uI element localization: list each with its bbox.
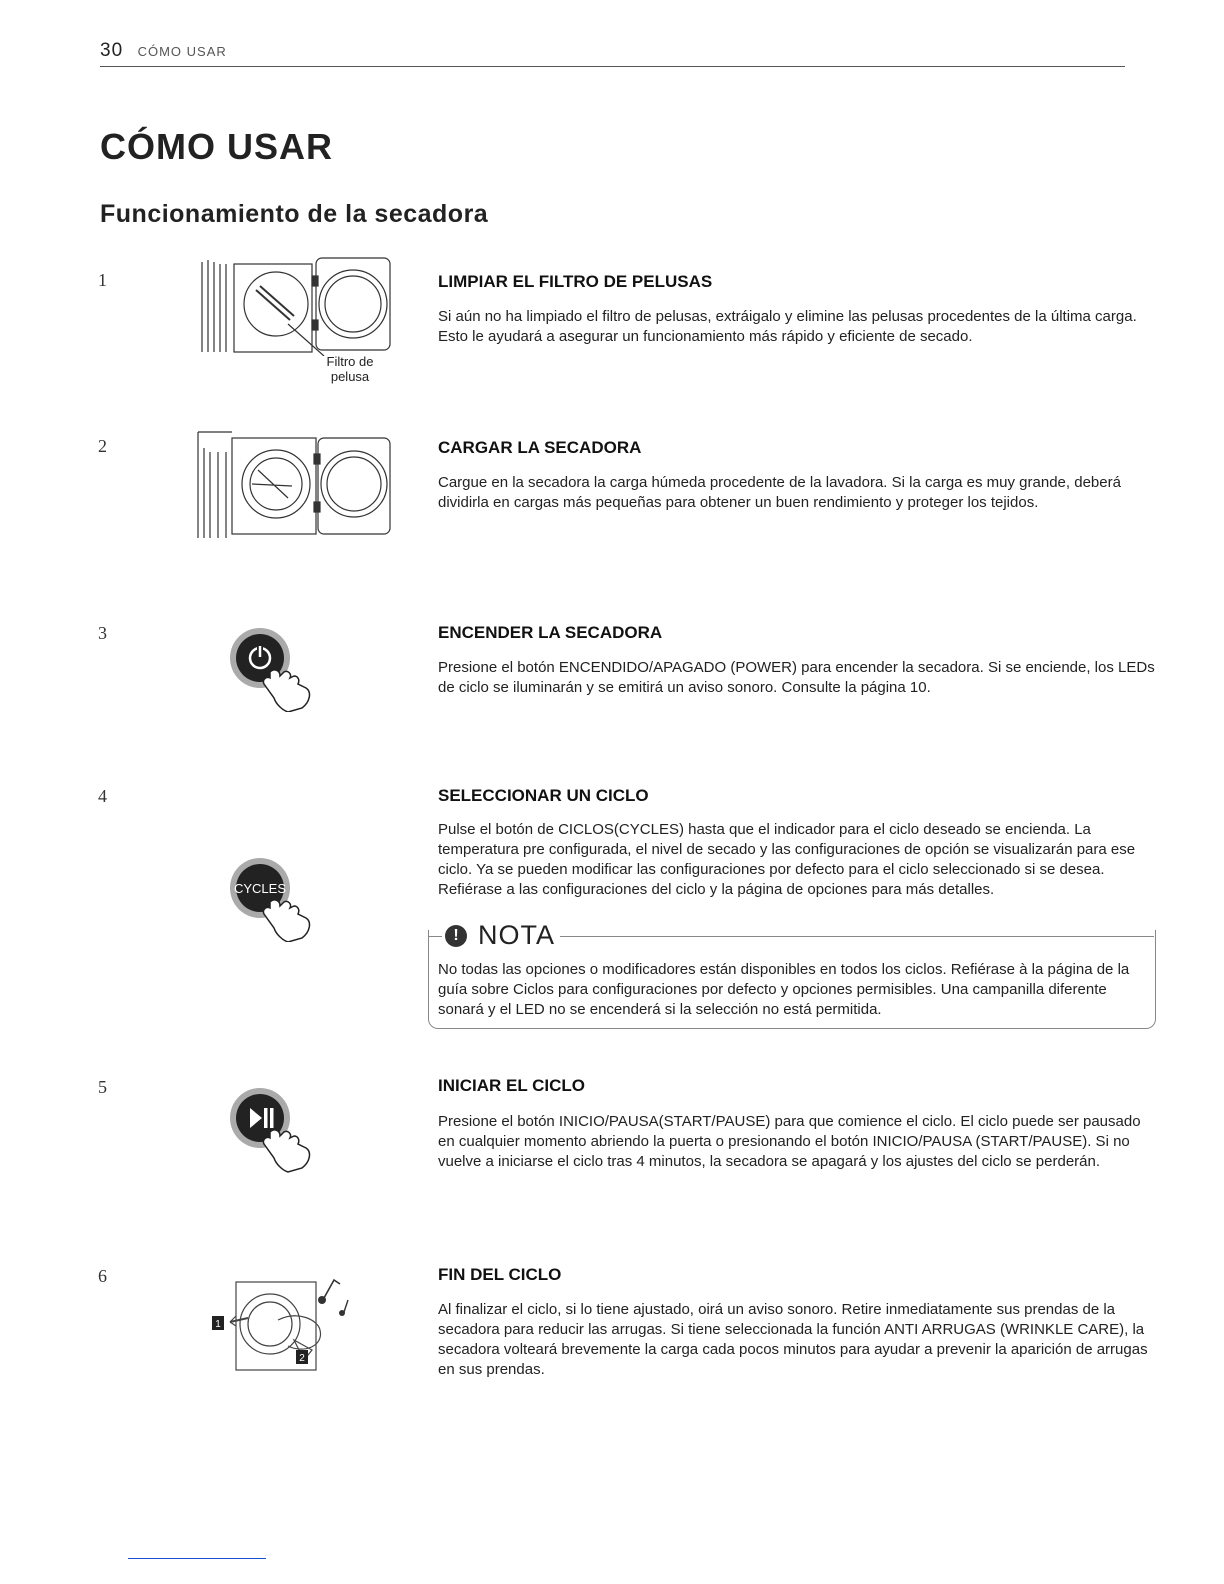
unloading-illustration (208, 1270, 368, 1380)
page-header (100, 40, 1125, 67)
note-label: NOTA (478, 920, 555, 950)
step-number: 1 (98, 270, 107, 290)
note-rule (428, 936, 442, 937)
step-text: Al finalizar el ciclo, si lo tiene ajustado, oirá un aviso sonoro. Retire inmediatamente sus prendas de la secadora para reducir las arrugas. Si tiene seleccionada la función ANTI ARRUGAS (WRINKLE CARE), la secadora volteará brevemente la carga cada pocos minutos para ayudar a prevenir la aparición de arrugas en sus prendas. (438, 1301, 1148, 1378)
step-title: CARGAR LA SECADORA (438, 438, 642, 457)
step-text: Pulse el botón de CICLOS(CYCLES) hasta que el indicador para el ciclo deseado se encienda. La temperatura pre configurada, el nivel de secado y las configuraciones de opción se visualizarán para ese ciclo. Ya se pueden modificar las configuraciones por defecto para el ciclo seleccionado si se desea. Refiérase a las configuraciones del ciclo y la página de opciones para más detalles. (438, 821, 1136, 898)
step-number: 6 (98, 1266, 107, 1286)
header-section: CÓMO USAR (137, 44, 227, 59)
section-title: Funcionamiento de la secadora (100, 200, 489, 228)
cycles-button-illustration (226, 852, 326, 942)
power-button-illustration (226, 626, 326, 712)
filter-caption (300, 354, 400, 384)
marker-2: 2 (299, 1353, 305, 1364)
page-title: CÓMO USAR (100, 126, 333, 167)
caption-line: Filtro de (326, 354, 374, 369)
step-text: Presione el botón ENCENDIDO/APAGADO (POWER) para encender la secadora. Si se enciende, los LEDs de ciclo se iluminarán y se emitirá un aviso sonoro. Consulte la página 10. (438, 659, 1155, 696)
step-text: Presione el botón INICIO/PAUSA(START/PAUSE) para que comience el ciclo. El ciclo puede ser pausado en cualquier momento abriendo la puerta o presionando el botón INICIO/PAUSA (START/PAUSE). Si no vuelve a iniciarse el ciclo tras 4 minutos, la secadora se apagará y los ajustes del ciclo se perderán. (438, 1113, 1141, 1170)
warning-icon: ! (445, 925, 467, 947)
cycles-label: CYCLES (233, 881, 287, 896)
note-text: No todas las opciones o modificadores están disponibles en todos los ciclos. Refiérase à la página de la guía sobre Ciclos para configuraciones por defecto y opciones permisibles. Una campanilla diferente sonará y el LED no se encenderá si la selección no está permitida. (438, 961, 1130, 1018)
note-rule (560, 936, 1154, 937)
start-pause-button-illustration (226, 1086, 326, 1174)
music-note-icon (318, 1280, 348, 1316)
marker-1: 1 (215, 1319, 221, 1330)
step-text: Si aún no ha limpiado el filtro de pelusas, extráigalo y elimine las pelusas procedentes de la última carga. Esto le ayudará a asegurar un funcionamiento más rápido y eficiente de secado. (438, 308, 1137, 345)
step-text: Cargue en la secadora la carga húmeda procedente de la lavadora. Si la carga es muy grande, deberá dividirla en cargas más pequeñas para obtener un buen rendimiento y proteger los tejidos. (438, 474, 1121, 511)
step-title: ENCENDER LA SECADORA (438, 623, 663, 642)
step-number: 4 (98, 786, 107, 806)
step-title: LIMPIAR EL FILTRO DE PELUSAS (438, 272, 713, 291)
step-title: INICIAR EL CICLO (438, 1076, 586, 1095)
dryer-filter-illustration (198, 256, 398, 356)
step-title: SELECCIONAR UN CICLO (438, 786, 649, 805)
step-title: FIN DEL CICLO (438, 1265, 562, 1284)
page-number: 30 (100, 40, 124, 61)
step-number: 3 (98, 623, 107, 643)
dryer-loading-illustration (192, 428, 392, 540)
step-number: 5 (98, 1077, 107, 1097)
footer-rule (128, 1558, 266, 1559)
step-number: 2 (98, 436, 107, 456)
caption-line: pelusa (330, 369, 370, 384)
